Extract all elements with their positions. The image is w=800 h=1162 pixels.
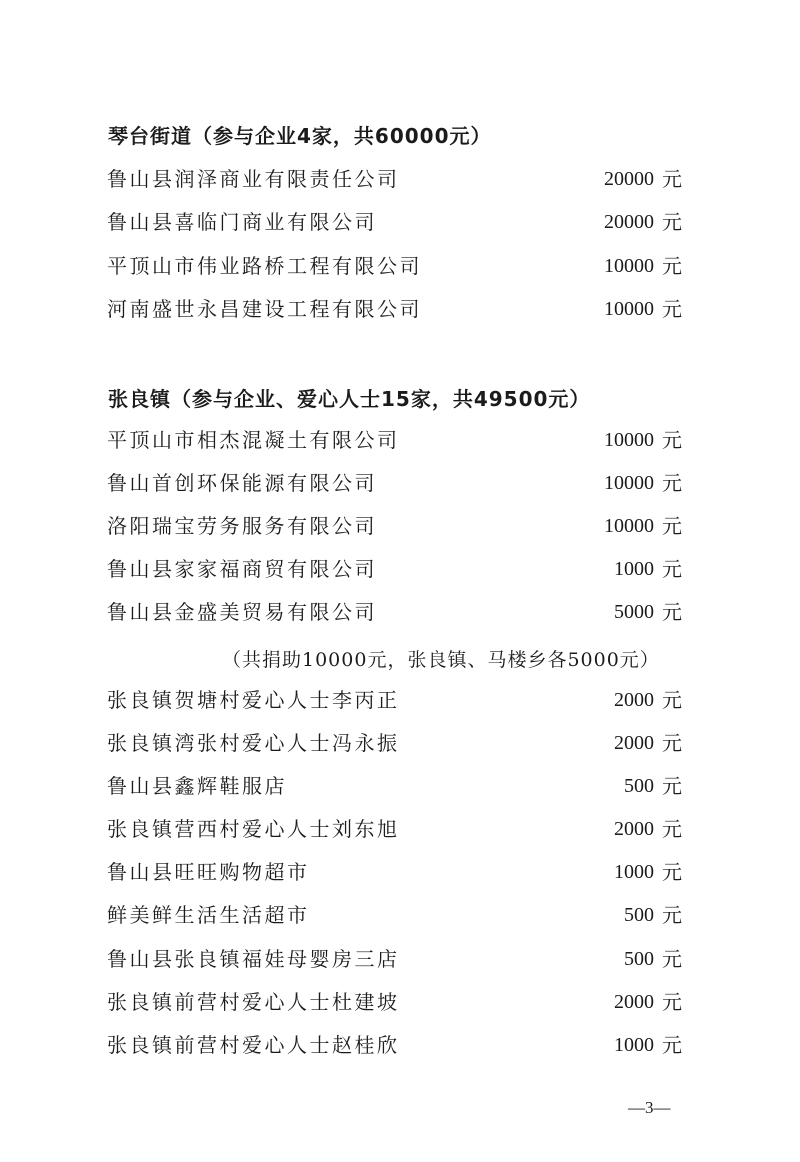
currency-unit: 元 xyxy=(662,514,682,538)
donation-amount: 10000 xyxy=(604,429,654,451)
donor-name: 张良镇湾张村爱心人士冯永振 xyxy=(107,731,400,755)
donor-row xyxy=(0,554,800,584)
donor-row xyxy=(0,728,800,758)
donation-note: （共捐助10000元，张良镇、马楼乡各5000元） xyxy=(222,649,660,671)
donation-amount: 2000 xyxy=(614,689,654,711)
donor-name: 鲁山县金盛美贸易有限公司 xyxy=(107,600,377,624)
donor-row xyxy=(0,857,800,887)
donor-row xyxy=(0,294,800,324)
donor-row xyxy=(0,771,800,801)
currency-unit: 元 xyxy=(662,903,682,927)
donor-name: 张良镇前营村爱心人士杜建坡 xyxy=(107,990,400,1014)
currency-unit: 元 xyxy=(662,254,682,278)
donation-amount: 10000 xyxy=(604,298,654,320)
page-number: —3— xyxy=(628,1098,671,1117)
currency-unit: 元 xyxy=(662,428,682,452)
currency-unit: 元 xyxy=(662,1033,682,1057)
donation-amount: 2000 xyxy=(614,818,654,840)
donor-name: 鲁山县鑫辉鞋服店 xyxy=(107,774,287,798)
donation-amount: 1000 xyxy=(614,861,654,883)
currency-unit: 元 xyxy=(662,774,682,798)
donation-amount: 20000 xyxy=(604,211,654,233)
currency-unit: 元 xyxy=(662,210,682,234)
donor-row xyxy=(0,944,800,974)
donor-name: 洛阳瑞宝劳务服务有限公司 xyxy=(107,514,377,538)
donor-row xyxy=(0,164,800,194)
donor-name: 鲁山县家家福商贸有限公司 xyxy=(107,557,377,581)
currency-unit: 元 xyxy=(662,297,682,321)
donation-amount: 2000 xyxy=(614,732,654,754)
currency-unit: 元 xyxy=(662,167,682,191)
donor-row xyxy=(0,425,800,455)
donation-amount: 500 xyxy=(624,775,654,797)
donor-row xyxy=(0,207,800,237)
currency-unit: 元 xyxy=(662,557,682,581)
donor-name: 鲁山首创环保能源有限公司 xyxy=(107,471,377,495)
donor-row xyxy=(0,1030,800,1060)
donor-name: 平顶山市伟业路桥工程有限公司 xyxy=(107,254,422,278)
section-heading-zhangliang: 张良镇（参与企业、爱心人士15家，共49500元） xyxy=(108,387,591,411)
donation-amount: 10000 xyxy=(604,255,654,277)
donation-amount: 1000 xyxy=(614,1034,654,1056)
donation-amount: 10000 xyxy=(604,472,654,494)
donor-name: 鲁山县润泽商业有限责任公司 xyxy=(107,167,400,191)
currency-unit: 元 xyxy=(662,947,682,971)
currency-unit: 元 xyxy=(662,860,682,884)
donor-name: 平顶山市相杰混凝土有限公司 xyxy=(107,428,400,452)
donor-name: 鲁山县喜临门商业有限公司 xyxy=(107,210,377,234)
currency-unit: 元 xyxy=(662,471,682,495)
currency-unit: 元 xyxy=(662,990,682,1014)
donor-name: 鲁山县旺旺购物超市 xyxy=(107,860,310,884)
donation-amount: 5000 xyxy=(614,601,654,623)
donor-row xyxy=(0,468,800,498)
donor-row xyxy=(0,814,800,844)
donor-name: 张良镇营西村爱心人士刘东旭 xyxy=(107,817,400,841)
section-heading-qintai: 琴台街道（参与企业4家，共60000元） xyxy=(108,124,492,148)
donation-amount: 10000 xyxy=(604,515,654,537)
donor-name: 张良镇前营村爱心人士赵桂欣 xyxy=(107,1033,400,1057)
donor-name: 河南盛世永昌建设工程有限公司 xyxy=(107,297,422,321)
donation-amount: 500 xyxy=(624,904,654,926)
donor-name: 张良镇贺塘村爱心人士李丙正 xyxy=(107,688,400,712)
donation-amount: 500 xyxy=(624,948,654,970)
currency-unit: 元 xyxy=(662,817,682,841)
currency-unit: 元 xyxy=(662,731,682,755)
donor-row xyxy=(0,685,800,715)
donor-name: 鲁山县张良镇福娃母婴房三店 xyxy=(107,947,400,971)
donor-row xyxy=(0,900,800,930)
donor-row xyxy=(0,597,800,627)
donation-amount: 20000 xyxy=(604,168,654,190)
donor-row xyxy=(0,987,800,1017)
donor-row xyxy=(0,251,800,281)
donation-amount: 1000 xyxy=(614,558,654,580)
currency-unit: 元 xyxy=(662,688,682,712)
currency-unit: 元 xyxy=(662,600,682,624)
donation-amount: 2000 xyxy=(614,991,654,1013)
donor-name: 鲜美鲜生活生活超市 xyxy=(107,903,310,927)
donor-row xyxy=(0,511,800,541)
